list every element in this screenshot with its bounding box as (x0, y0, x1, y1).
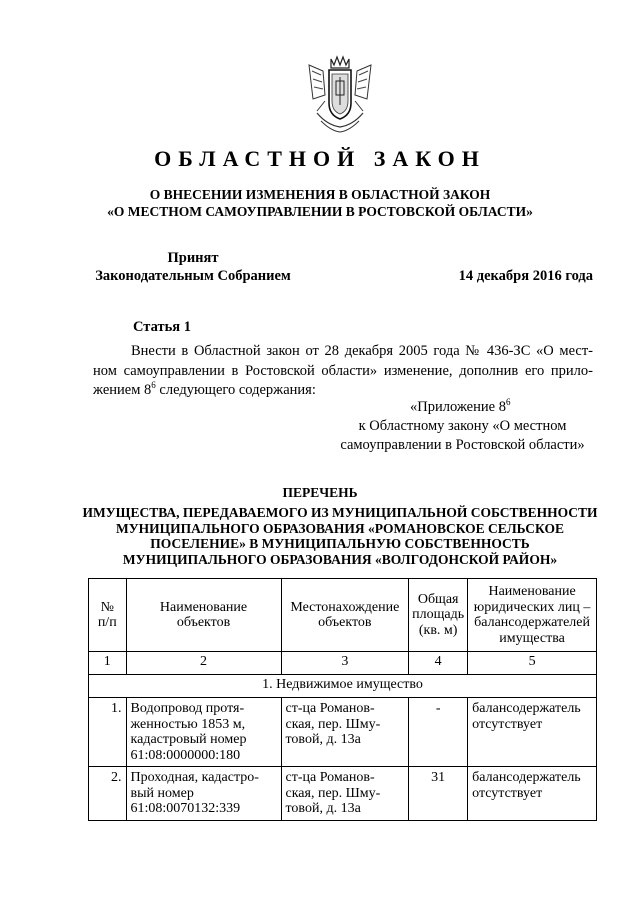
header-text: юридических лиц – (473, 599, 591, 615)
row-location (281, 698, 409, 767)
law-subtitle-line: О ВНЕСЕНИИ ИЗМЕНЕНИЯ В ОБЛАСТНОЙ ЗАКОН (149, 187, 491, 202)
annex-reference (330, 398, 595, 455)
header-text: балансодержателей (474, 615, 590, 630)
section-row (89, 675, 597, 698)
article-line-text: следующего содержания: (155, 382, 316, 398)
row-holder (468, 767, 597, 821)
header-text: п/п (97, 615, 117, 630)
annex-ref-line: к Областному закону «О местном (358, 418, 567, 434)
header-text: № (100, 599, 114, 615)
header-text: (кв. м) (418, 622, 458, 638)
header-text: Наименование (159, 599, 248, 615)
cell-line: ст-ца Романов- (285, 770, 375, 785)
superscript: 6 (151, 380, 156, 391)
cell-line: отсутствует (472, 716, 543, 732)
list-subtitle-line: МУНИЦИПАЛЬНОГО ОБРАЗОВАНИЯ «РОМАНОВСКОЕ СЕЛЬСКОЕ (116, 520, 564, 536)
law-subtitle-line: «О МЕСТНОМ САМОУПРАВЛЕНИИ В РОСТОВСКОЙ ОБЛАСТИ» (107, 204, 533, 219)
table-row (89, 698, 597, 767)
superscript: 6 (505, 397, 511, 408)
list-title: ПЕРЕЧЕНЬ (282, 485, 358, 500)
cell-line: женностью 1853 м, (130, 716, 246, 732)
property-table (88, 578, 597, 821)
column-number-row (89, 652, 597, 675)
header-text: площадь (412, 607, 465, 623)
cell-line: балансодержатель (472, 770, 581, 785)
cell-line: ская, пер. Шму- (285, 716, 381, 732)
header-text: объектов (176, 615, 231, 630)
annex-ref-line: самоуправлении в Ростовской области» (340, 437, 585, 453)
row-area: - (409, 698, 468, 767)
header-text: объектов (318, 615, 372, 630)
table-row (89, 767, 597, 821)
list-subtitle-line: МУНИЦИПАЛЬНОГО ОБРАЗОВАНИЯ «ВОЛГОДОНСКОЙ РАЙОН» (122, 551, 558, 567)
row-name (126, 767, 281, 821)
adopted-label-line: Принят (167, 250, 219, 266)
list-subtitle (80, 505, 600, 567)
list-subtitle-line: ИМУЩЕСТВА, ПЕРЕДАВАЕМОГО ИЗ МУНИЦИПАЛЬНОЙ СОБСТВЕННОСТИ (82, 505, 598, 520)
cell-line: кадастровый номер (130, 732, 247, 747)
adopted-by-label (88, 249, 298, 285)
column-number: 2 (126, 652, 281, 675)
law-subtitle (0, 186, 640, 220)
cell-line: вый номер (130, 785, 194, 801)
adopted-label-line: Законодательным Собранием (95, 268, 291, 284)
header-name (126, 579, 281, 652)
cell-line: балансодержатель (472, 701, 581, 716)
cell-line: Водопровод протя- (130, 701, 245, 716)
cell-line: Проходная, кадастро- (130, 770, 259, 785)
column-number: 4 (409, 652, 468, 675)
adoption-date: 14 декабря 2016 года (458, 268, 593, 284)
cell-line: 61:08:0000000:180 (130, 747, 241, 763)
row-area: 31 (409, 767, 468, 821)
article-line-text: Внести в Областной закон от 28 декабря 2005 года № 436-ЗС «О мест- (131, 343, 593, 359)
article-line (93, 342, 593, 362)
section-title: 1. Недвижимое имущество (89, 675, 597, 698)
cell-line: товой, д. 13а (285, 801, 361, 816)
annex-ref-line (330, 398, 595, 417)
header-text: Общая (417, 591, 459, 607)
law-title: ОБЛАСТНОЙ ЗАКОН (154, 146, 486, 171)
header-text: Местонахождение (290, 599, 400, 615)
article-line: ном самоуправлении в Ростовской области» изменение, дополнив его прило- (93, 362, 593, 379)
header-text: Наименование (488, 584, 576, 599)
cell-line: товой, д. 13а (285, 732, 361, 747)
table-header-row (89, 579, 597, 652)
row-num: 1. (89, 698, 127, 767)
cell-line: отсутствует (472, 785, 543, 801)
cell-line: ская, пер. Шму- (285, 785, 381, 801)
header-area (409, 579, 468, 652)
row-location (281, 767, 409, 821)
header-text: имущества (499, 630, 565, 646)
header-num (89, 579, 127, 652)
cell-line: ст-ца Романов- (285, 701, 375, 716)
coat-of-arms-icon (303, 55, 377, 135)
row-holder (468, 698, 597, 767)
row-name (126, 698, 281, 767)
article-body (93, 342, 593, 401)
column-number: 3 (281, 652, 409, 675)
list-subtitle-line: ПОСЕЛЕНИЕ» В МУНИЦИПАЛЬНУЮ СОБСТВЕННОСТЬ (150, 536, 530, 551)
annex-ref-text: «Приложение 8 (410, 399, 506, 415)
column-number: 5 (468, 652, 597, 675)
header-location (281, 579, 409, 652)
row-num: 2. (89, 767, 127, 821)
article-title: Статья 1 (133, 319, 191, 335)
header-holders (468, 579, 597, 652)
cell-line: 61:08:0070132:339 (130, 801, 241, 816)
article-line-text: жением 8 (93, 382, 152, 398)
column-number: 1 (89, 652, 127, 675)
